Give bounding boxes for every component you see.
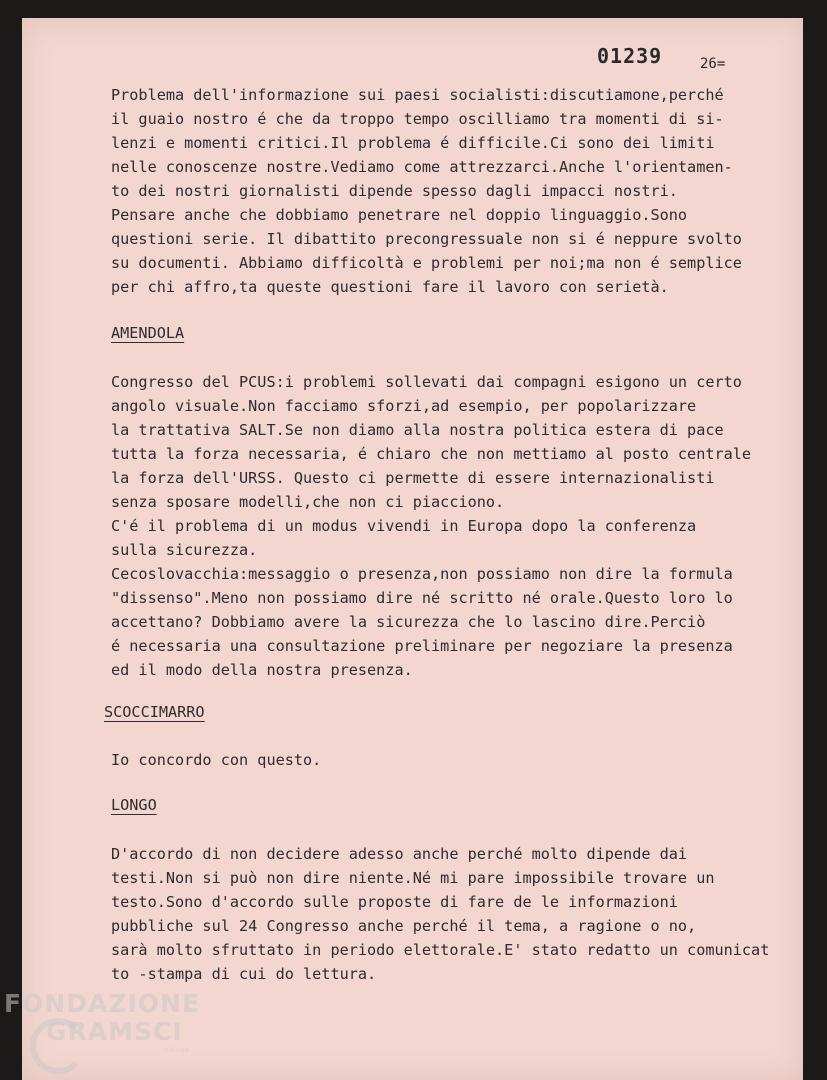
text-line: Congresso del PCUS:i problemi sollevati dai compagni esigono un certo (111, 373, 742, 391)
watermark-logo (4, 990, 200, 1054)
watermark-line1: FONDAZIONE (4, 989, 201, 1018)
text-line: nelle conoscenze nostre.Vediamo come attrezzarci.Anche l'orientamen- (111, 158, 733, 176)
text-line: lenzi e momenti critici.Il problema é difficile.Ci sono dei limiti (111, 134, 715, 152)
text-line: pubbliche sul 24 Congresso anche perché il tema, a ragione o no, (111, 917, 697, 935)
text-line: accettano? Dobbiamo avere la sicurezza che lo lascino dire.Perciò (111, 613, 706, 631)
text-line: Pensare anche che dobbiamo penetrare nel doppio linguaggio.Sono (111, 206, 688, 224)
text-line: to dei nostri giornalisti dipende spesso dagli impacci nostri. (111, 182, 678, 200)
document-number: 01239 (597, 44, 663, 68)
text-line: Io concordo con questo. (111, 751, 322, 769)
text-line: il guaio nostro é che da troppo tempo oscilliamo tra momenti di si- (111, 110, 724, 128)
text-line: la trattativa SALT.Se non diamo alla nostra politica estera di pace (111, 421, 724, 439)
text-line: angolo visuale.Non facciamo sforzi,ad esempio, per popolarizzare (111, 397, 697, 415)
text-line: per chi affro,ta queste questioni fare il lavoro con serietà. (111, 278, 669, 296)
text-line: Problema dell'informazione sui paesi socialisti:discutiamone,perché (111, 86, 724, 104)
text-line: ed il modo della nostra presenza. (111, 661, 413, 679)
text-line: sarà molto sfruttato in periodo elettorale.E' stato redatto un comunicat (111, 941, 770, 959)
text-line: to -stampa di cui do lettura. (111, 965, 377, 983)
speaker-heading-longo: LONGO (111, 796, 157, 814)
text-line: é necessaria una consultazione preliminare per negoziare la presenza (111, 637, 733, 655)
speaker-heading-scoccimarro: SCOCCIMARRO (104, 703, 205, 721)
watermark-line3: onlus (164, 1045, 191, 1054)
text-line: Cecoslovacchia:messaggio o presenza,non possiamo non dire la formula (111, 565, 733, 583)
text-line: D'accordo di non decidere adesso anche perché molto dipende dai (111, 845, 688, 863)
text-line: senza sposare modelli,che non ci piacciono. (111, 493, 505, 511)
text-line: sulla sicurezza. (111, 541, 258, 559)
text-line: la forza dell'URSS. Questo ci permette di essere internazionalisti (111, 469, 715, 487)
text-line: tutta la forza necessaria, é chiaro che non mettiamo al posto centrale (111, 445, 752, 463)
speaker-heading-amendola: AMENDOLA (111, 324, 185, 342)
text-line: su documenti. Abbiamo difficoltà e problemi per noi;ma non é semplice (111, 254, 742, 272)
text-line: questioni serie. Il dibattito precongressuale non si é neppure svolto (111, 230, 742, 248)
text-line: testo.Sono d'accordo sulle proposte di fare de le informazioni (111, 893, 678, 911)
text-line: "dissenso".Meno non possiamo dire né scritto né orale.Questo loro lo (111, 589, 733, 607)
watermark-line2: GRAMSCI (46, 1017, 183, 1046)
text-line: testi.Non si può non dire niente.Né mi pare impossibile trovare un (111, 869, 715, 887)
page-number: 26= (700, 56, 726, 72)
text-line: C'é il problema di un modus vivendi in Europa dopo la conferenza (111, 517, 697, 535)
